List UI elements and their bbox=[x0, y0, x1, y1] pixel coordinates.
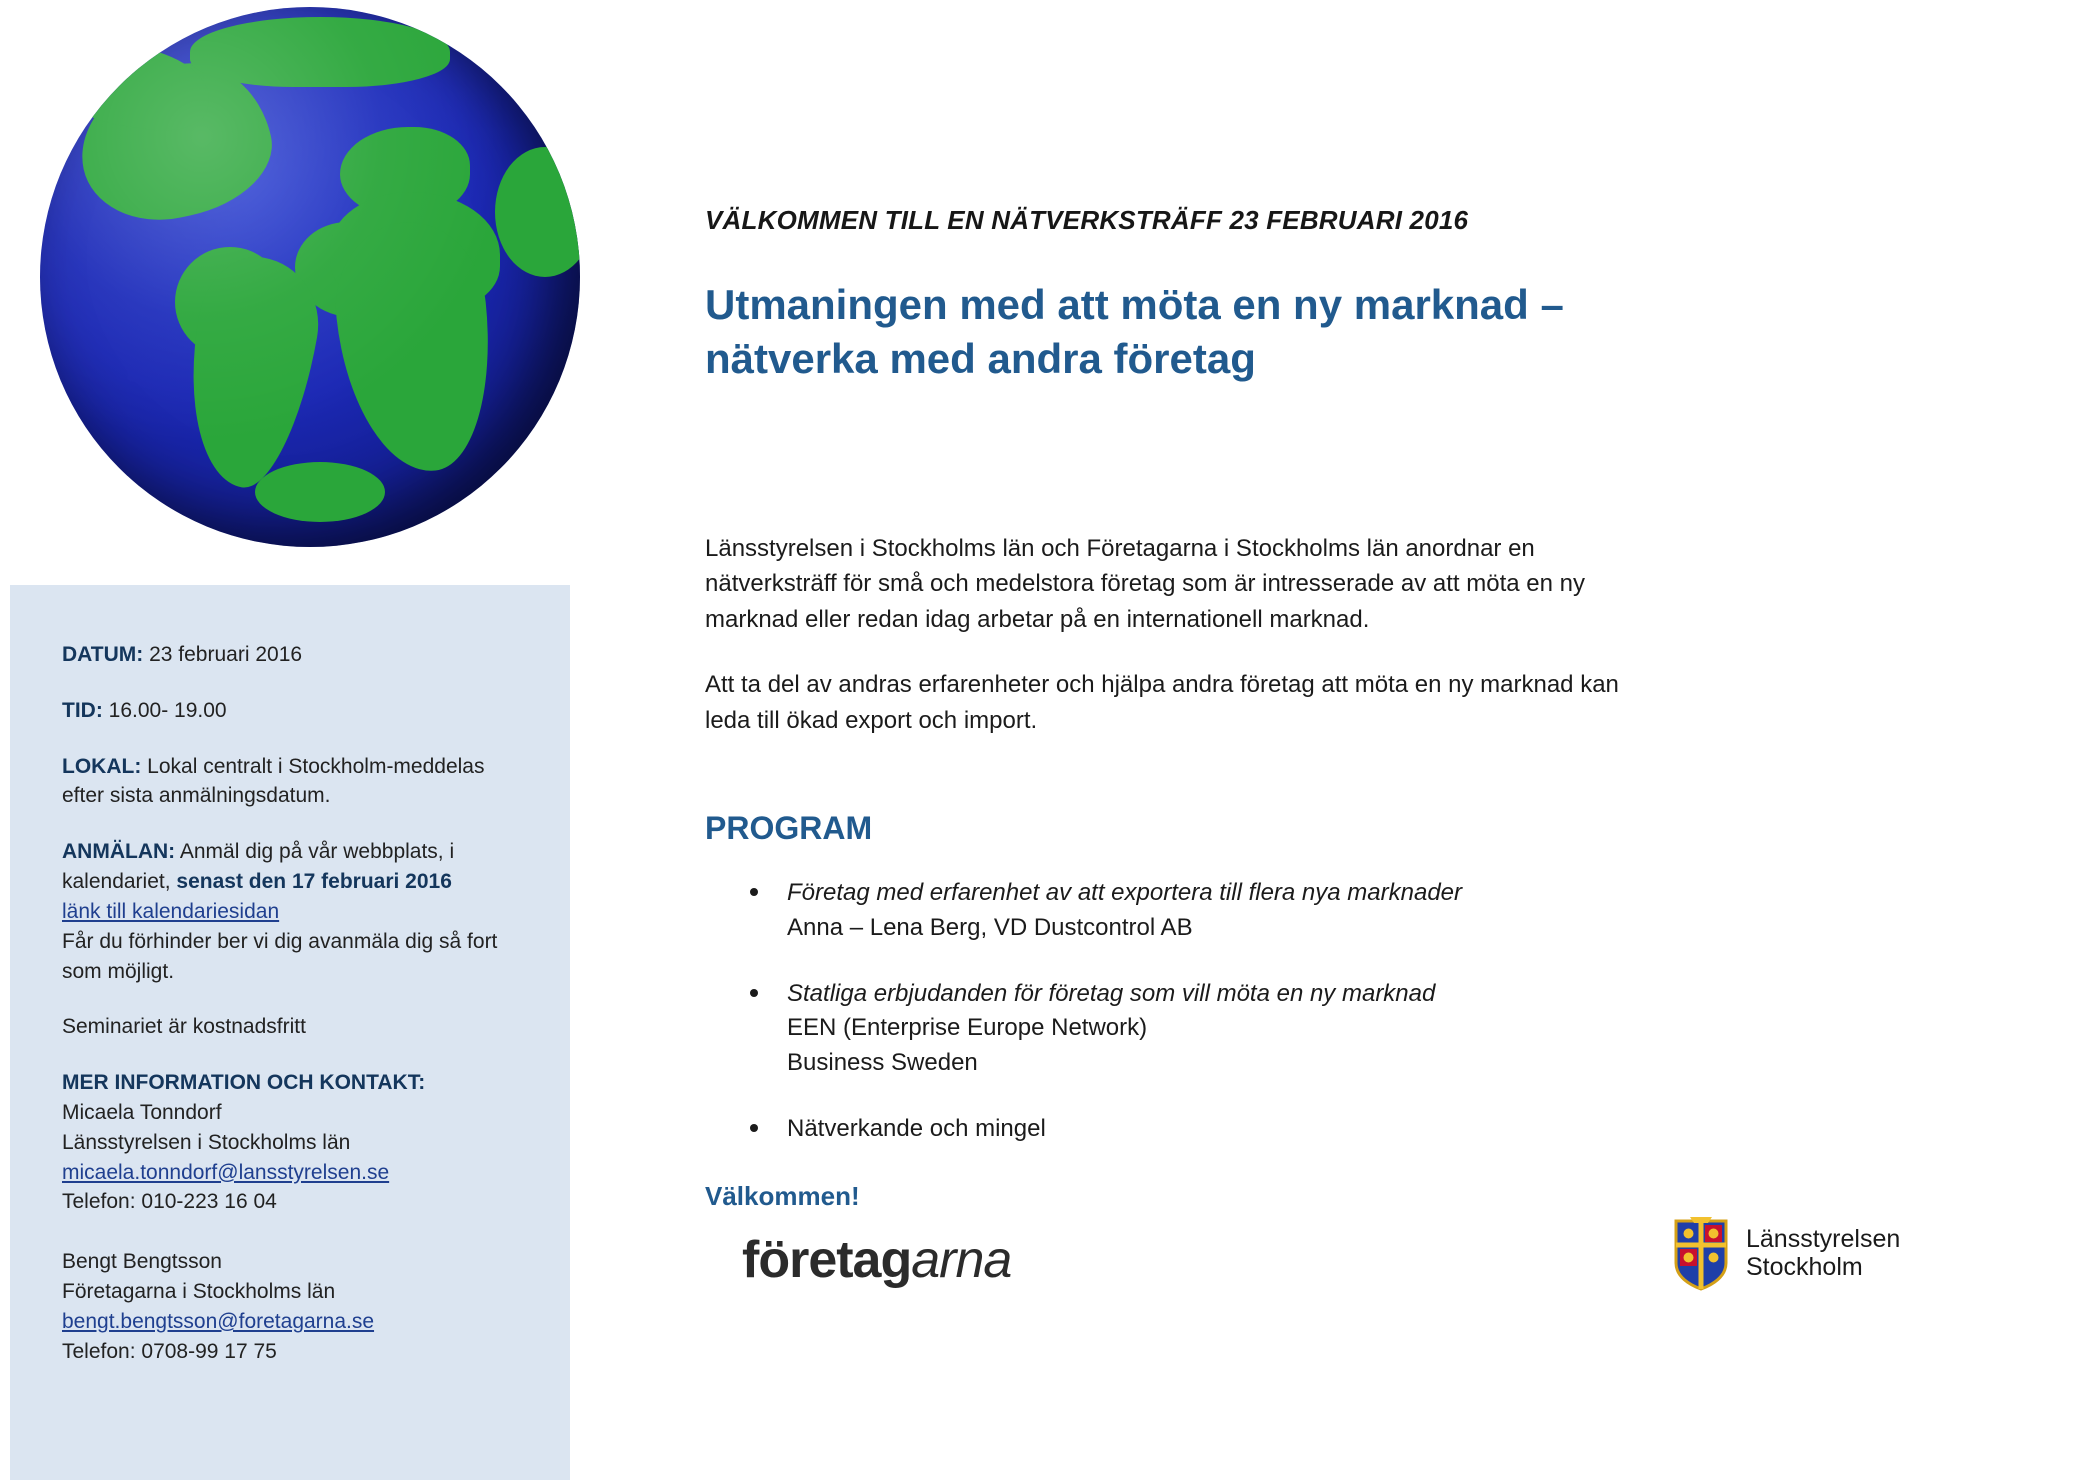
page-title: Utmaningen med att möta en ny marknad – nätverka med andra företag bbox=[705, 281, 1564, 382]
info-anmalan-deadline: senast den 17 februari 2016 bbox=[176, 870, 452, 894]
info-kostnadsfritt: Seminariet är kostnadsfritt bbox=[62, 1015, 306, 1039]
event-info-panel bbox=[10, 585, 570, 1480]
program-heading: PROGRAM bbox=[705, 810, 873, 847]
intro-paragraph-2: Att ta del av andras erfarenheter och hjälpa andra företag att möta en ny marknad kan leda till ökad export och import. bbox=[705, 671, 1619, 734]
program-item-line: Business Sweden bbox=[787, 1049, 978, 1077]
foretagarna-logo bbox=[742, 1230, 1011, 1290]
contact-org: Länsstyrelsen i Stockholms län bbox=[62, 1130, 351, 1154]
info-anmalan-link-row bbox=[62, 897, 518, 927]
globe-landmass bbox=[190, 17, 450, 87]
program-item bbox=[773, 1109, 2045, 1147]
program-item-title: • Statliga erbjudanden för företag som vill möta en ny marknad bbox=[787, 979, 1436, 1007]
contact-name: Bengt Bengtsson bbox=[62, 1250, 222, 1274]
contact-email-link[interactable]: bengt.bengtsson@foretagarna.se bbox=[62, 1309, 375, 1333]
info-tid-value: 16.00- 19.00 bbox=[102, 698, 227, 722]
contact-block-2 bbox=[62, 1247, 518, 1366]
globe-landmass bbox=[495, 147, 580, 277]
main-content bbox=[705, 0, 2045, 1212]
info-lokal bbox=[62, 752, 518, 812]
program-item-line: EEN (Enterprise Europe Network) bbox=[787, 1014, 1148, 1042]
globe-landmass bbox=[255, 462, 385, 522]
intro-paragraph-1: Länsstyrelsen i Stockholms län och Företagarna i Stockholms län anordnar en nätverksträff för små och medelstora företag som är intresserade av att möta en ny marknad eller redan idag arbetar på en internationell marknad. bbox=[705, 534, 1585, 633]
info-anmalan bbox=[62, 837, 518, 897]
info-tid bbox=[62, 696, 518, 726]
info-kontakt-heading: MER INFORMATION OCH KONTAKT: bbox=[62, 1071, 426, 1095]
info-datum-value: 23 februari 2016 bbox=[143, 643, 303, 666]
program-item bbox=[773, 873, 2045, 946]
event-kicker: VÄLKOMMEN TILL EN NÄTVERKSTRÄFF 23 FEBRUARI 2016 bbox=[705, 205, 1469, 235]
lansstyrelsen-wordmark bbox=[1746, 1225, 1900, 1281]
program-list bbox=[705, 873, 2045, 1147]
lansstyrelsen-line2: Stockholm bbox=[1746, 1253, 1863, 1281]
contact-phone: Telefon: 0708-99 17 75 bbox=[62, 1339, 277, 1363]
info-lokal-label: LOKAL: bbox=[62, 754, 142, 778]
kalendariesidan-link[interactable]: länk till kalendariesidan bbox=[62, 899, 280, 923]
coat-of-arms-icon bbox=[1672, 1215, 1730, 1291]
info-anmalan-label: ANMÄLAN: bbox=[62, 840, 176, 864]
contact-block-1 bbox=[62, 1098, 518, 1217]
info-anmalan-text: Anmäl dig på vår webbplats, i kalendariet, bbox=[62, 840, 455, 894]
lansstyrelsen-logo bbox=[1672, 1215, 1900, 1291]
program-item-title: • Företag med erfarenhet av att exportera till flera nya marknader bbox=[787, 879, 1462, 907]
program-item-line: • Nätverkande och mingel bbox=[787, 1115, 1046, 1143]
foretagarna-logo-part2: arna bbox=[911, 1231, 1012, 1289]
program-item bbox=[773, 974, 2045, 1081]
intro-text bbox=[705, 531, 1635, 739]
foretagarna-logo-part1: företag bbox=[742, 1231, 912, 1289]
info-lokal-value: Lokal centralt i Stockholm-meddelas efter sista anmälningsdatum. bbox=[62, 754, 485, 808]
contact-org: Företagarna i Stockholms län bbox=[62, 1280, 336, 1303]
globe-icon bbox=[40, 7, 580, 547]
contact-phone: Telefon: 010-223 16 04 bbox=[62, 1190, 277, 1214]
info-datum bbox=[62, 640, 518, 670]
closing-text: Välkommen! bbox=[705, 1180, 860, 1211]
contact-email-link[interactable]: micaela.tonndorf@lansstyrelsen.se bbox=[62, 1160, 390, 1184]
lansstyrelsen-line1: Länsstyrelsen bbox=[1746, 1225, 1901, 1253]
info-datum-label: DATUM: bbox=[62, 643, 144, 666]
program-item-line: Anna – Lena Berg, VD Dustcontrol AB bbox=[787, 913, 1193, 941]
globe-illustration bbox=[10, 0, 570, 572]
info-anmalan-note: Får du förhinder ber vi dig avanmäla dig så fort som möjligt. bbox=[62, 929, 498, 983]
info-tid-label: TID: bbox=[62, 698, 103, 722]
contact-name: Micaela Tonndorf bbox=[62, 1100, 222, 1124]
